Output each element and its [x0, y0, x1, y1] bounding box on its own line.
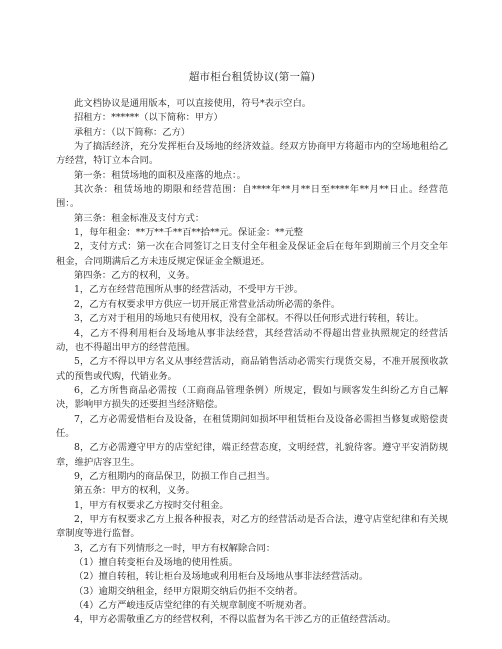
paragraph: 2，支付方式：第一次在合同签订之日支付全年租金及保证金后在每年到期前三个月交全年租金，合同期满后乙方未违反规定保证金全额退还。 — [56, 241, 448, 267]
paragraph: 4，甲方必需敬重乙方的经营权利，不得以监督为名干涉乙方的正值经营活动。 — [74, 614, 397, 626]
paragraph: 9，乙方租期内的商品保卫，防损工作自己担当。 — [74, 470, 276, 482]
paragraph: （2）擅自转租，转让柜台及场地或利用柜台及场地从事非法经营活动。 — [74, 571, 369, 583]
paragraph: 第一条：租赁场地的面积及座落的地点：。 — [74, 169, 246, 181]
paragraph: 1，乙方在经营范围所从事的经营活动，不受甲方干涉。 — [74, 284, 304, 296]
paragraph: 7，乙方必需爱惜柜台及设备，在租赁期间如损坏甲租赁柜台及设备必需担当修复或赔偿责任。 — [56, 413, 448, 439]
paragraph: 8，乙方必需遵守甲方的店堂纪律，端正经营态度，文明经营，礼貌待客。遵守平安消防规章，维护店容卫生。 — [56, 442, 448, 468]
paragraph: （3）逾期交纳租金，经甲方限期交纳后仍拒不交纳者。 — [74, 585, 304, 597]
paragraph: 承租方：（以下简称：乙方） — [74, 126, 191, 138]
paragraph: 5，乙方不得以甲方名义从事经营活动，商品销售活动必需实行现货交易，不准开展预收款式的预售或代购，代销业务。 — [56, 356, 448, 382]
paragraph: 4，乙方不得利用柜台及场地从事非法经营，其经营活动不得超出营业执照规定的经营活动，也不得超出甲方的经营范围。 — [56, 327, 448, 353]
paragraph: 为了搞活经济，充分发挥柜台及场地的经济效益。经双方协商甲方将超市内的空场地租给乙方经营，特订立本合同。 — [56, 141, 448, 167]
paragraph: 3，乙方对于租用的场地只有使用权，没有全部权。不得以任何形式进行转租，转让。 — [74, 313, 424, 325]
document-body — [56, 97, 448, 628]
paragraph: 3，乙方有下列情形之一时，甲方有权解除合同： — [74, 542, 276, 554]
paragraph: 1，每年租金：**万**千**百**拾**元。保证金：**元整 — [74, 227, 304, 239]
paragraph: 2，乙方有权要求甲方供应一切开展正常营业活动所必需的条件。 — [74, 298, 341, 310]
paragraph: 第三条：租金标准及支付方式： — [74, 212, 205, 224]
paragraph: 2，甲方有权要求乙方上报各种报表，对乙方的经营活动是否合法，遵守店堂纪律和有关规章制度等进行监督。 — [56, 513, 448, 540]
paragraph: 此文档协议是通用版本，可以直接使用，符号*表示空白。 — [74, 98, 312, 109]
paragraph: （4）乙方严峻违反店堂纪律的有关规章制度不听规劝者。 — [74, 600, 313, 612]
paragraph: 其次条：租赁场地的期限和经营范围：自****年**月**日至****年**月**日止。经营范围：。 — [56, 184, 448, 210]
paragraph: 第五条：甲方的权利，义务。 — [74, 485, 195, 497]
paragraph: 1，甲方有权要求乙方按时交付租金。 — [74, 499, 229, 511]
document-title: 超市柜台租赁协议(第一篇) — [188, 71, 316, 83]
paragraph: 招租方：******（以下简称：甲方） — [74, 112, 223, 124]
paragraph: （1）擅自转变柜台及场地的使用性质。 — [74, 557, 238, 568]
paragraph: 第四条：乙方的权利，义务。 — [74, 270, 195, 282]
paragraph: 6，乙方所售商品必需按（工商商品管理条例）所规定，假如与顾客发生纠纷乙方自己解决，影响甲方损失的还要担当经济赔偿。 — [56, 384, 448, 411]
